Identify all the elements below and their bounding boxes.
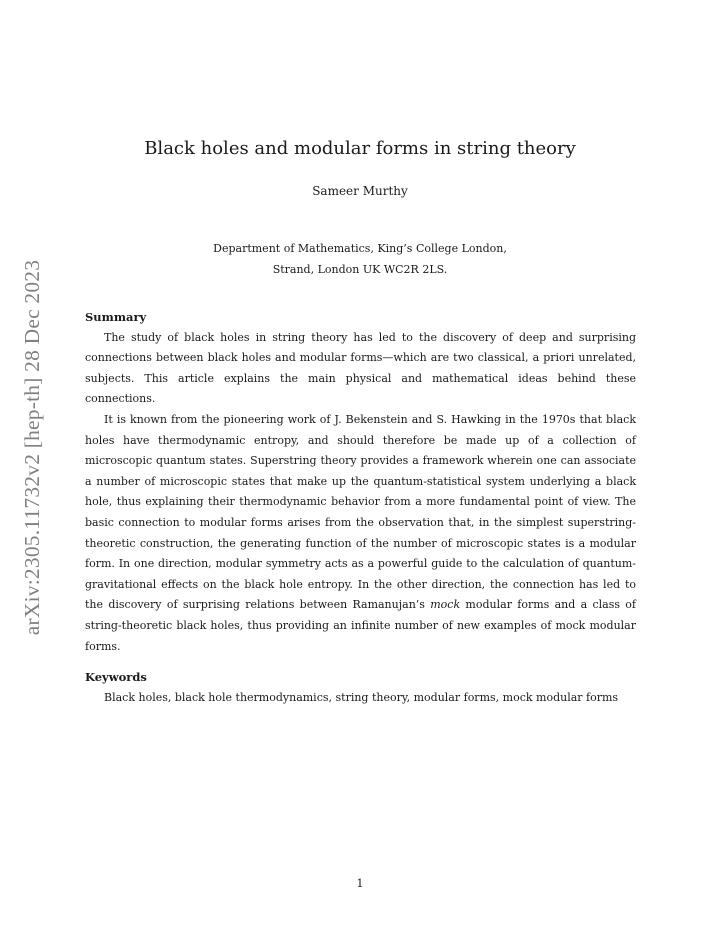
summary-paragraph-2 <box>85 410 636 657</box>
abstract-section <box>85 307 636 708</box>
arxiv-sidebar <box>18 250 48 645</box>
paper-title: Black holes and modular forms in string theory <box>144 138 576 159</box>
keywords-heading: Keywords <box>85 670 147 685</box>
summary-paragraph-2-part-b: modular forms and a class of string-theoretic black holes, thus providing an infinite number of new examples of mock modular forms. <box>85 598 636 653</box>
keywords-text: Black holes, black hole thermodynamics, string theory, modular forms, mock modular forms <box>104 690 619 704</box>
affiliation <box>0 238 720 280</box>
author-name: Sameer Murthy <box>312 184 408 198</box>
summary-paragraph-2-part-a: It is known from the pioneering work of J. Bekenstein and S. Hawking in the 1970s that black holes have thermodynamic entropy, and should therefore be made up of a collection of microscopic quantum states. Superstring theory provides a framework wherein one can associate a number of microscopic states that make up the quantum-statistical system underlying a black hole, thus explaining their thermodynamic behavior from a more fundamental point of view. The basic connection to modular forms arises from the observation that, in the simplest superstring-theoretic construction, the generating function of the number of microscopic states is a modular form. In one direction, modular symmetry acts as a powerful guide to the calculation of quantum-gravitational effects on the black hole entropy. In the other direction, the connection has led to the discovery of surprising relations between Ramanujan’s <box>85 412 636 612</box>
affiliation-line-2: Strand, London UK WC2R 2LS. <box>272 263 448 276</box>
affiliation-line-1: Department of Mathematics, King’s College London, <box>213 242 507 255</box>
summary-heading: Summary <box>85 310 147 324</box>
summary-emphasis-mock: mock <box>430 598 461 612</box>
arxiv-identifier: arXiv:2305.11732v2 [hep-th] 28 Dec 2023 <box>20 259 45 636</box>
summary-paragraph-1: The study of black holes in string theory has led to the discovery of deep and surprising connections between black holes and modular forms—which are two classical, a priori unrelated, subjects. This article explains the main physical and mathematical ideas behind these connections. <box>85 330 636 406</box>
page-number: 1 <box>356 877 364 890</box>
